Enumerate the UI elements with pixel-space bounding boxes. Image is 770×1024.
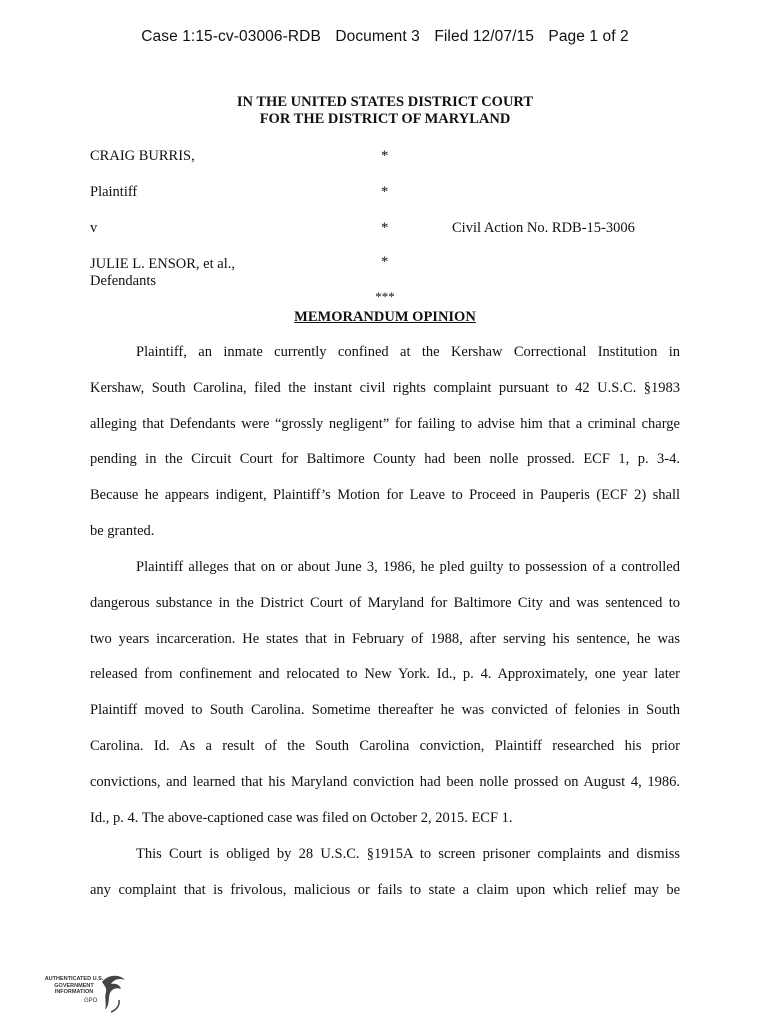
ecf-header <box>0 28 770 46</box>
paragraph-line: Plaintiff, an inmate currently confined at the Kershaw Correctional Institution in <box>136 344 680 360</box>
paragraph-line: convictions, and learned that his Maryland conviction had been nolle prossed on August 4, 1986. <box>90 773 680 790</box>
plaintiff-role: Plaintiff <box>90 184 138 200</box>
caption-separator: *** <box>375 289 395 304</box>
paragraph-line: two years incarceration. He states that in February of 1988, after serving his sentence, he was <box>90 630 680 647</box>
paragraph-line: Because he appears indigent, Plaintiff’s Motion for Leave to Proceed in Pauperis (ECF 2) shall <box>90 487 680 504</box>
eagle-icon <box>98 972 128 1016</box>
paragraph-line: Id., p. 4. The above-captioned case was filed on October 2, 2015. ECF 1. <box>90 809 513 826</box>
paragraph-line: This Court is obliged by 28 U.S.C. §1915A to screen prisoner complaints and dismiss <box>136 846 680 862</box>
court-heading <box>0 94 770 128</box>
paragraph-1 <box>90 344 680 559</box>
paragraph-line: released from confinement and relocated to New York. Id., p. 4. Approximately, one year later <box>90 666 680 683</box>
seal-agency: GPO <box>84 998 98 1004</box>
paragraph-3 <box>90 846 680 918</box>
paragraph-line: Kershaw, South Carolina, filed the instant civil rights complaint pursuant to 42 U.S.C. §1983 <box>90 379 680 396</box>
caption-star: * <box>381 220 389 236</box>
gpo-authentication-seal <box>44 972 128 1016</box>
caption-star: * <box>381 148 389 164</box>
filed-date: Filed 12/07/15 <box>434 28 534 45</box>
paragraph-line: any complaint that is frivolous, malicious or fails to state a claim upon which relief may be <box>90 881 680 898</box>
document-number: Document 3 <box>335 28 420 45</box>
defendant-name: JULIE L. ENSOR, et al., <box>90 256 235 272</box>
paragraph-line: Plaintiff alleges that on or about June 3, 1986, he pled guilty to possession of a controlled <box>136 559 680 575</box>
paragraph-2 <box>90 559 680 845</box>
seal-text: AUTHENTICATED U.S. GOVERNMENT INFORMATION <box>44 976 104 996</box>
civil-action-number: Civil Action No. RDB-15-3006 <box>452 220 635 236</box>
page-number: Page 1 of 2 <box>548 28 629 45</box>
plaintiff-name: CRAIG BURRIS, <box>90 148 195 164</box>
paragraph-line: Plaintiff moved to South Carolina. Sometime thereafter he was convicted of felonies in South <box>90 702 680 719</box>
court-line-2: FOR THE DISTRICT OF MARYLAND <box>259 111 511 127</box>
memorandum-title: MEMORANDUM OPINION <box>294 309 476 325</box>
paragraph-line: Carolina. Id. As a result of the South Carolina conviction, Plaintiff researched his prior <box>90 737 680 754</box>
paragraph-line: be granted. <box>90 522 155 539</box>
defendant-role: Defendants <box>90 273 157 289</box>
court-line-1: IN THE UNITED STATES DISTRICT COURT <box>236 94 534 110</box>
case-number: Case 1:15-cv-03006-RDB <box>141 28 321 45</box>
versus: v <box>90 220 98 236</box>
paragraph-line: alleging that Defendants were “grossly negligent” for failing to advise him that a criminal charge <box>90 415 680 432</box>
paragraph-line: pending in the Circuit Court for Baltimore County had been nolle prossed. ECF 1, p. 3-4. <box>90 451 680 468</box>
caption-star: * <box>381 254 389 270</box>
caption-star: * <box>381 184 389 200</box>
paragraph-line: dangerous substance in the District Court of Maryland for Baltimore City and was sentenced to <box>90 594 680 611</box>
